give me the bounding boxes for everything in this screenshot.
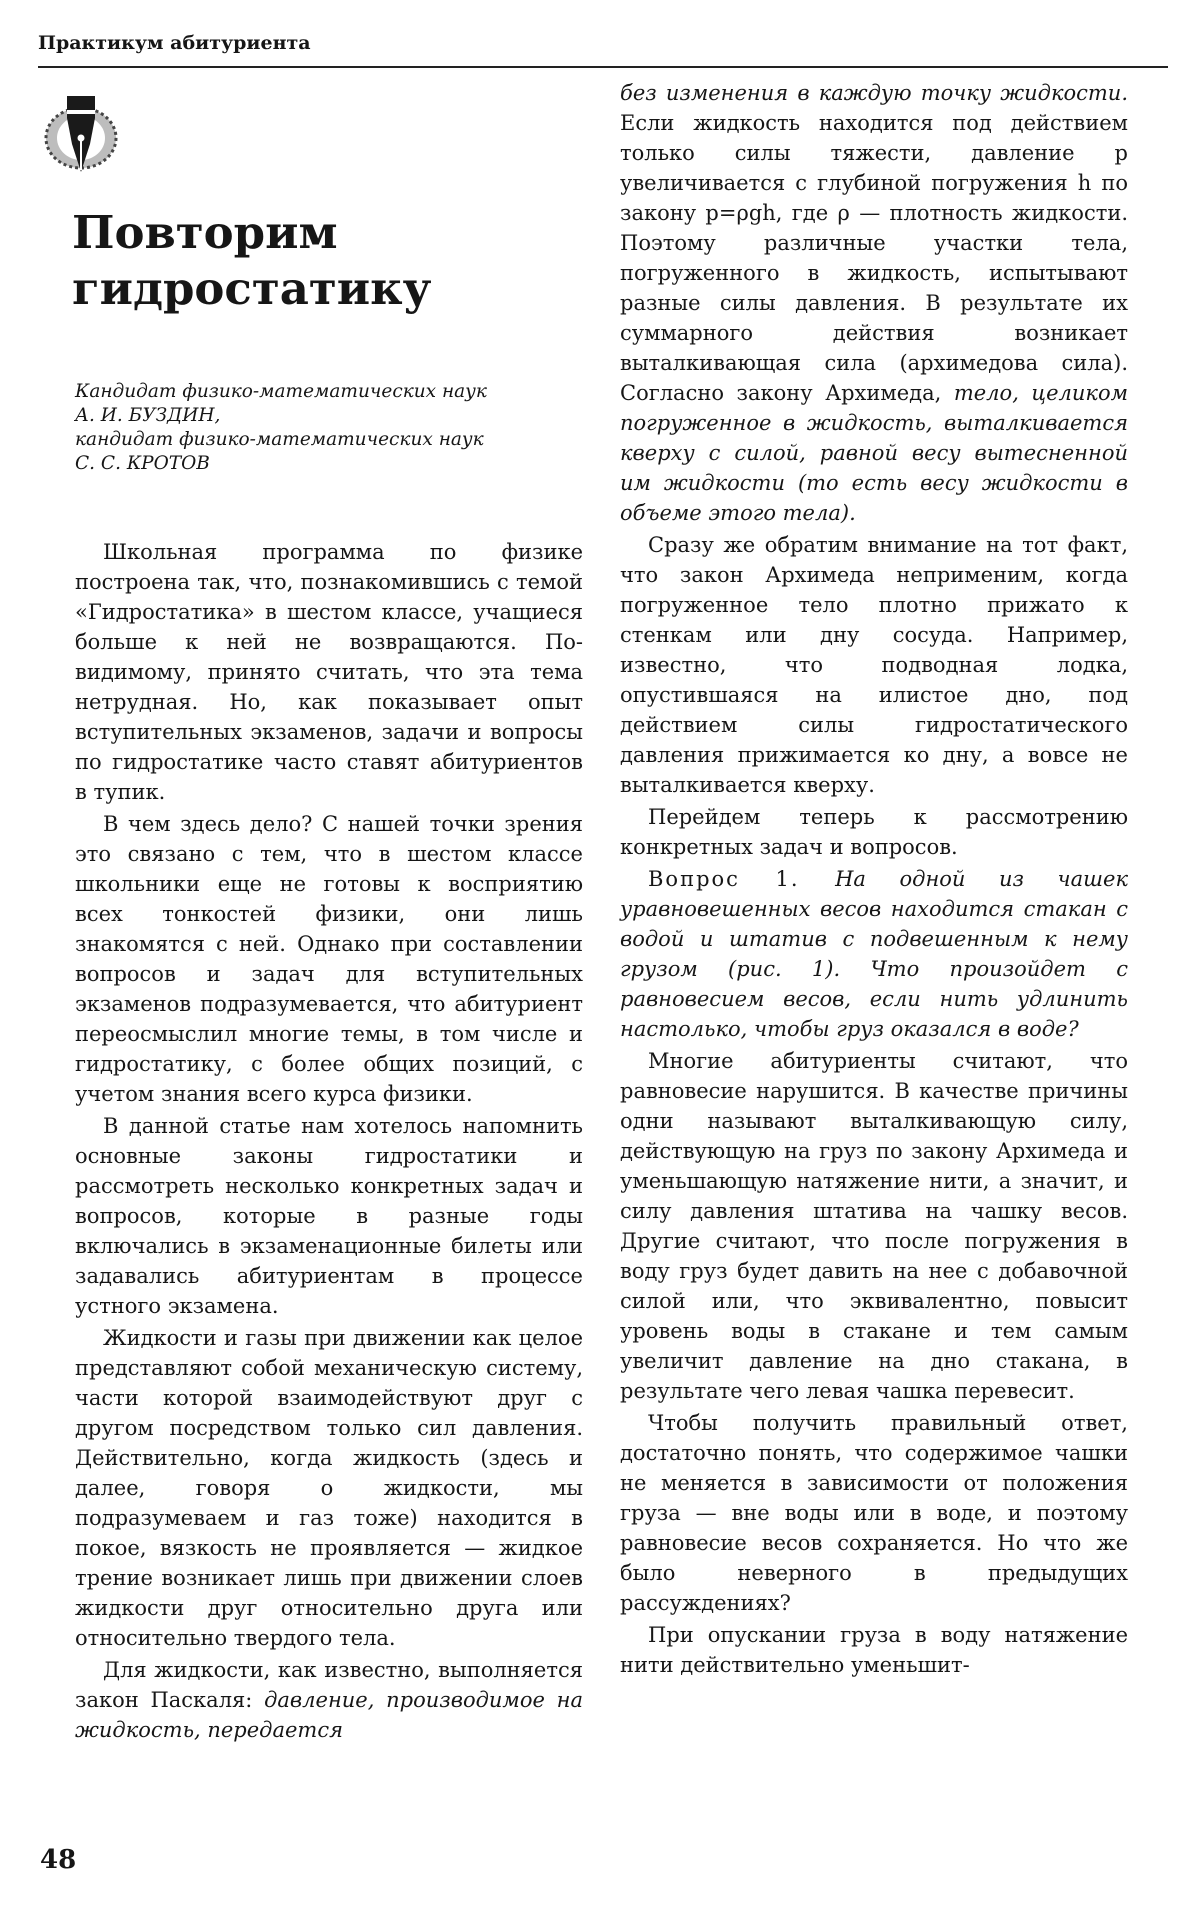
question-paragraph <box>620 864 1128 1044</box>
author-name: А. И. БУЗДИН, <box>75 405 221 426</box>
paragraph-italic: давление, производимое на жидкость, передается <box>75 1688 583 1742</box>
title-line: Повторим <box>72 206 338 259</box>
question-label: Вопрос 1. <box>648 867 836 891</box>
question-text: На одной из чашек уравновешенных весов находится стакан с водой и штатив с подвешенным к нему грузом (рис. 1). Что произойдет с равновесием весов, если нить удлинить настолько, чтобы груз оказался в воде? <box>620 867 1128 1041</box>
paragraph-italic: тело, целиком погруженное в жидкость, выталкивается кверху с силой, равной весу вытесненной им жидкости (то есть весу жидкости в объеме этого тела). <box>620 381 1129 525</box>
paragraph: Многие абитуриенты считают, что равновесие нарушится. В качестве причины одни называют выталкивающую силу, действующую на груз по закону Архимеда и уменьшающую натяжение нити, а значит, и силу давления штатива на чашку весов. Другие считают, что после погружения в воду груз будет давить на нее с добавочной силой или, что эквивалентно, повысит уровень воды в стакане и тем самым увеличит давление на дно стакана, в результате чего левая чашка перевесит. <box>620 1049 1128 1403</box>
paragraph-italic: без изменения в каждую точку жидкости. <box>620 81 1128 105</box>
article-title <box>72 205 552 317</box>
fountain-pen-nib-icon <box>40 92 122 182</box>
right-column <box>620 78 1128 1682</box>
paragraph <box>620 78 1128 528</box>
author-credential: Кандидат физико-математических наук <box>75 381 487 402</box>
paragraph: В данной статье нам хотелось напомнить основные законы гидростатики и рассмотреть несколько конкретных задач и вопросов, которые в разные годы включались в экзаменационные билеты или задавались абитуриентам в процессе устного экзамена. <box>75 1114 583 1318</box>
author-name: С. С. КРОТОВ <box>75 453 210 474</box>
paragraph: Перейдем теперь к рассмотрению конкретных задач и вопросов. <box>620 805 1128 859</box>
paragraph: При опускании груза в воду натяжение нити действительно уменьшит- <box>620 1623 1128 1677</box>
paragraph: В чем здесь дело? С нашей точки зрения это связано с тем, что в шестом классе школьники еще не готовы к восприятию всех тонкостей физики, они лишь знакомятся с ней. Однако при составлении вопросов и задач для вступительных экзаменов подразумевается, что абитуриент переосмыслил многие темы, в том числе и гидростатику, с более общих позиций, с учетом знания всего курса физики. <box>75 812 583 1106</box>
paragraph: Жидкости и газы при движении как целое представляют собой механическую систему, части которой взаимодействуют друг с другом посредством только сил давления. Действительно, когда жидкость (здесь и далее, говоря о жидкости, мы подразумеваем и газ тоже) находится в покое, вязкость не проявляется — жидкое трение возникает лишь при движении слоев жидкости друг относительно друга или относительно твердого тела. <box>75 1326 583 1650</box>
author-credential: кандидат физико-математических наук <box>75 429 484 450</box>
page-number: 48 <box>40 1845 77 1875</box>
title-line: гидростатику <box>72 262 432 315</box>
paragraph: Чтобы получить правильный ответ, достаточно понять, что содержимое чашки не меняется в зависимости от положения груза — вне воды или в воде, и поэтому равновесие весов сохраняется. Но что же было неверного в предыдущих рассуждениях? <box>620 1411 1128 1615</box>
paragraph-text: Если жидкость находится под действием только силы тяжести, давление p увеличивается с глубиной погружения h по закону p=ρgh, где ρ — плотность жидкости. Поэтому различные участки тела, погруженного в жидкость, испытывают разные силы давления. В результате их суммарного действия возникает выталкивающая сила (архимедова сила). Согласно закону Архимеда, <box>620 111 1128 405</box>
section-title: Практикум абитуриента <box>38 32 311 54</box>
page-header <box>38 30 1168 68</box>
paragraph: Школьная программа по физике построена так, что, познакомившись с темой «Гидростатика» в шестом классе, учащиеся больше к ней не возвращаются. По-видимому, принято считать, что эта тема нетрудная. Но, как показывает опыт вступительных экзаменов, задачи и вопросы по гидростатике часто ставят абитуриентов в тупик. <box>75 540 583 804</box>
paragraph-text: Для жидкости, как известно, выполняется закон Паскаля: <box>75 1658 583 1712</box>
paragraph <box>75 1655 583 1745</box>
paragraph: Сразу же обратим внимание на тот факт, что закон Архимеда неприменим, когда погруженное тело плотно прижато к стенкам или дну сосуда. Например, известно, что подводная лодка, опустившаяся на илистое дно, под действием силы гидростатического давления прижимается ко дну, а вовсе не выталкивается кверху. <box>620 533 1128 797</box>
left-column <box>75 537 583 1747</box>
authors-block <box>75 380 575 476</box>
